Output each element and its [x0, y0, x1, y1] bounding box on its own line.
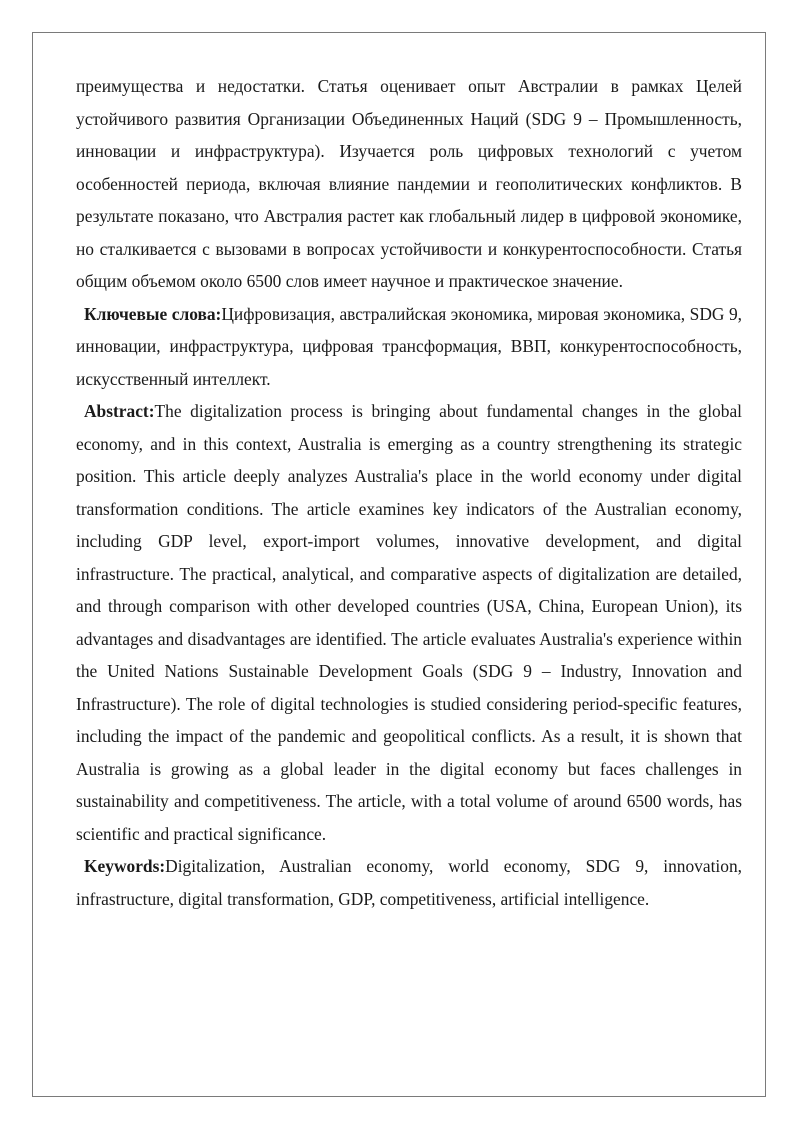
english-abstract-text: The digitalization process is bringing about fundamental changes in the global economy, and in this context, Australia is emerging as a country strengthening its strategic position. This article deeply analyzes Australia's place in the world economy under digital transformation conditions. The article examines key indicators of the Australian economy, including GDP level, export-import volumes, innovative development, and digital infrastructure. The practical, analytical, and comparative aspects of digitalization are detailed, and through comparison with other developed countries (USA, China, European Union), its advantages and disadvantages are identified. The article evaluates Australia's experience within the United Nations Sustainable Development Goals (SDG 9 – Industry, Innovation and Infrastructure). The role of digital technologies is studied considering period-specific features, including the impact of the pandemic and geopolitical conflicts. As a result, it is shown that Australia is growing as a global leader in the digital economy but faces challenges in sustainability and competitiveness. The article, with a total volume of around 6500 words, has scientific and practical significance. — [76, 401, 742, 844]
russian-keywords-label: Ключевые слова: — [84, 303, 222, 324]
english-keywords-label: Keywords: — [84, 856, 166, 876]
english-abstract-label: Abstract: — [84, 401, 155, 421]
english-keywords-text: Digitalization, Australian economy, world economy, SDG 9, innovation, infrastructure, digital transformation, GDP, competitiveness, artificial intelligence. — [76, 856, 742, 909]
english-keywords-paragraph — [76, 850, 742, 915]
russian-keywords-text: Цифровизация, австралийская экономика, мировая экономика, SDG 9, инновации, инфраструктура, цифровая трансформация, ВВП, конкурентоспособность, искусственный интеллект. — [76, 303, 743, 389]
russian-abstract-paragraph: преимущества и недостатки. Статья оценивает опыт Австралии в рамках Целей устойчивого развития Организации Объединенных Наций (SDG 9 – Промышленность, инновации и инфраструктура). Изучается роль цифровых технологий с учетом особенностей периода, включая влияние пандемии и геополитических конфликтов. В результате показано, что Австралия растет как глобальный лидер в цифровой экономике, но сталкивается с вызовами в вопросах устойчивости и конкурентоспособности. Статья общим объемом около 6500 слов имеет научное и практическое значение. — [76, 76, 742, 291]
russian-keywords-paragraph — [76, 298, 742, 396]
document-body — [76, 70, 742, 915]
english-abstract-paragraph — [76, 395, 742, 850]
